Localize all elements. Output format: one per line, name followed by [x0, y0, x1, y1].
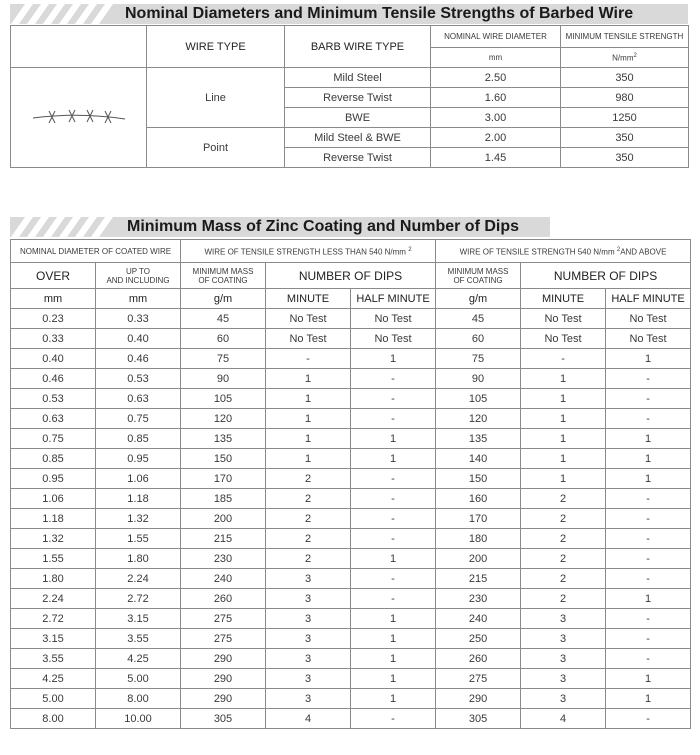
- min-mass-value: 60: [436, 329, 521, 349]
- half-minute-value: -: [351, 469, 436, 489]
- min-mass-value: 135: [181, 429, 266, 449]
- minute-value: 2: [521, 529, 606, 549]
- half-minute-value: -: [351, 369, 436, 389]
- minute-value: 2: [266, 529, 351, 549]
- minute-value: 3: [266, 629, 351, 649]
- less-than-540-header: WIRE OF TENSILE STRENGTH LESS THAN 540 N/mm $^2$: [181, 240, 436, 263]
- table-row: [11, 449, 691, 469]
- min-mass-value: 240: [181, 569, 266, 589]
- table-row: [11, 529, 691, 549]
- barb-type: BWE: [285, 108, 431, 128]
- table-row: [11, 689, 691, 709]
- minute-value: 2: [266, 469, 351, 489]
- over-value: 0.85: [11, 449, 96, 469]
- min-mass-value: 45: [436, 309, 521, 329]
- half-minute-value: -: [351, 489, 436, 509]
- over-value: 1.80: [11, 569, 96, 589]
- min-mass-header: MINIMUM MASS OF COATING: [181, 263, 266, 289]
- up-to-value: 1.55: [96, 529, 181, 549]
- min-mass-value: 200: [436, 549, 521, 569]
- min-mass-value: 215: [436, 569, 521, 589]
- up-to-value: 0.53: [96, 369, 181, 389]
- minute-value: 3: [521, 669, 606, 689]
- over-value: 4.25: [11, 669, 96, 689]
- half-minute-value: -: [606, 609, 691, 629]
- table-row: [11, 669, 691, 689]
- half-minute-value: -: [351, 569, 436, 589]
- tensile-unit: $N/mm^2$: [561, 48, 689, 68]
- unit-mm: mm: [96, 289, 181, 309]
- min-mass-value: 120: [181, 409, 266, 429]
- up-to-value: 2.24: [96, 569, 181, 589]
- half-minute-value: -: [606, 409, 691, 429]
- up-to-value: 0.63: [96, 389, 181, 409]
- over-value: 0.40: [11, 349, 96, 369]
- min-mass-value: 160: [436, 489, 521, 509]
- up-to-value: 4.25: [96, 649, 181, 669]
- strength-value: 1250: [561, 108, 689, 128]
- minute-value: 3: [521, 609, 606, 629]
- minute-value: 1: [266, 429, 351, 449]
- min-mass-value: 60: [181, 329, 266, 349]
- minute-value: 2: [266, 549, 351, 569]
- half-minute-value: -: [351, 529, 436, 549]
- up-to-header: UP TO AND INCLUDING: [96, 263, 181, 289]
- banner-stripes: [10, 217, 120, 237]
- up-to-value: 0.46: [96, 349, 181, 369]
- minute-value: 2: [521, 509, 606, 529]
- minute-value: 2: [266, 509, 351, 529]
- minute-value: 2: [521, 569, 606, 589]
- half-minute-value: 1: [606, 449, 691, 469]
- banner-stripes: [10, 4, 120, 24]
- half-minute-value: -: [606, 509, 691, 529]
- minute-value: 2: [521, 489, 606, 509]
- up-to-value: 5.00: [96, 669, 181, 689]
- half-minute-value: -: [351, 589, 436, 609]
- half-minute-value: -: [351, 409, 436, 429]
- minute-value: -: [521, 349, 606, 369]
- half-minute-value: 1: [351, 349, 436, 369]
- over-value: 2.72: [11, 609, 96, 629]
- minute-value: 2: [521, 549, 606, 569]
- minute-value: 3: [521, 689, 606, 709]
- diameter-value: 2.00: [431, 128, 561, 148]
- over-value: 0.53: [11, 389, 96, 409]
- min-mass-value: 290: [436, 689, 521, 709]
- over-value: 0.63: [11, 409, 96, 429]
- up-to-value: 2.72: [96, 589, 181, 609]
- minute-header: MINUTE: [521, 289, 606, 309]
- half-minute-value: -: [606, 529, 691, 549]
- up-to-value: 1.80: [96, 549, 181, 569]
- table-row: [11, 509, 691, 529]
- half-minute-value: 1: [351, 669, 436, 689]
- over-value: 8.00: [11, 709, 96, 729]
- over-value: 1.32: [11, 529, 96, 549]
- min-mass-value: 290: [181, 689, 266, 709]
- minute-value: 2: [266, 489, 351, 509]
- minute-header: MINUTE: [266, 289, 351, 309]
- minute-value: 2: [521, 589, 606, 609]
- minute-value: 1: [521, 409, 606, 429]
- barb-wire-type-header: BARB WIRE TYPE: [285, 26, 431, 68]
- min-mass-value: 120: [436, 409, 521, 429]
- half-minute-value: 1: [351, 649, 436, 669]
- minute-value: 1: [521, 369, 606, 389]
- minute-value: 3: [266, 609, 351, 629]
- min-mass-value: 250: [436, 629, 521, 649]
- half-minute-value: -: [351, 389, 436, 409]
- min-mass-value: 260: [436, 649, 521, 669]
- diameter-value: 3.00: [431, 108, 561, 128]
- table-row: [11, 309, 691, 329]
- over-value: 5.00: [11, 689, 96, 709]
- min-mass-value: 305: [436, 709, 521, 729]
- min-mass-value: 90: [181, 369, 266, 389]
- minute-value: 3: [521, 629, 606, 649]
- table-row: [11, 569, 691, 589]
- barbed-wire-illustration-cell: [11, 26, 147, 68]
- min-mass-value: 240: [436, 609, 521, 629]
- diameter-value: 2.50: [431, 68, 561, 88]
- minute-value: 3: [521, 649, 606, 669]
- table-row: [11, 549, 691, 569]
- min-mass-value: 140: [436, 449, 521, 469]
- over-value: 1.18: [11, 509, 96, 529]
- up-to-value: 0.75: [96, 409, 181, 429]
- over-value: 0.23: [11, 309, 96, 329]
- table-row: [11, 369, 691, 389]
- half-minute-value: -: [606, 489, 691, 509]
- minute-value: No Test: [266, 309, 351, 329]
- table-row: [11, 609, 691, 629]
- minute-value: 1: [266, 449, 351, 469]
- table-row: [11, 629, 691, 649]
- min-mass-value: 275: [436, 669, 521, 689]
- min-mass-value: 150: [436, 469, 521, 489]
- minute-value: 1: [266, 389, 351, 409]
- half-minute-value: No Test: [351, 329, 436, 349]
- half-minute-value: No Test: [606, 329, 691, 349]
- min-mass-value: 170: [181, 469, 266, 489]
- minute-value: 3: [266, 669, 351, 689]
- up-to-value: 0.33: [96, 309, 181, 329]
- min-mass-value: 305: [181, 709, 266, 729]
- half-minute-value: -: [606, 369, 691, 389]
- half-minute-value: -: [606, 709, 691, 729]
- minute-value: 1: [521, 429, 606, 449]
- over-value: 3.15: [11, 629, 96, 649]
- min-mass-value: 105: [436, 389, 521, 409]
- wire-type-header: WIRE TYPE: [147, 26, 285, 68]
- over-value: 2.24: [11, 589, 96, 609]
- min-mass-value: 75: [181, 349, 266, 369]
- half-minute-value: 1: [351, 609, 436, 629]
- up-to-value: 3.55: [96, 629, 181, 649]
- number-of-dips-header: NUMBER OF DIPS: [521, 263, 691, 289]
- half-minute-value: -: [606, 549, 691, 569]
- half-minute-value: 1: [351, 689, 436, 709]
- up-to-value: 1.32: [96, 509, 181, 529]
- min-mass-value: 170: [436, 509, 521, 529]
- min-mass-value: 45: [181, 309, 266, 329]
- min-mass-value: 290: [181, 669, 266, 689]
- min-mass-value: 275: [181, 629, 266, 649]
- barb-type: Reverse Twist: [285, 148, 431, 168]
- 540-and-above-header: WIRE OF TENSILE STRENGTH 540 N/mm $^2$AND ABOVE: [436, 240, 691, 263]
- unit-gm: g/m: [181, 289, 266, 309]
- up-to-value: 0.85: [96, 429, 181, 449]
- min-mass-value: 230: [181, 549, 266, 569]
- over-value: 0.46: [11, 369, 96, 389]
- table-row: [11, 389, 691, 409]
- minute-value: No Test: [521, 309, 606, 329]
- half-minute-value: -: [606, 569, 691, 589]
- up-to-value: 0.95: [96, 449, 181, 469]
- minute-value: 1: [266, 409, 351, 429]
- strength-value: 350: [561, 128, 689, 148]
- min-mass-value: 230: [436, 589, 521, 609]
- half-minute-value: 1: [606, 469, 691, 489]
- half-minute-value: -: [351, 509, 436, 529]
- wire-type-line: Line: [147, 68, 285, 128]
- half-minute-header: HALF MINUTE: [351, 289, 436, 309]
- half-minute-value: 1: [351, 429, 436, 449]
- half-minute-value: No Test: [351, 309, 436, 329]
- min-mass-value: 200: [181, 509, 266, 529]
- wire-type-point: Point: [147, 128, 285, 168]
- half-minute-value: No Test: [606, 309, 691, 329]
- number-of-dips-header: NUMBER OF DIPS: [266, 263, 436, 289]
- table-row: [11, 469, 691, 489]
- barbed-wire-icon: [29, 106, 129, 126]
- over-value: 0.75: [11, 429, 96, 449]
- half-minute-value: -: [606, 629, 691, 649]
- strength-value: 350: [561, 68, 689, 88]
- nominal-diameter-header: NOMINAL WIRE DIAMETER: [431, 26, 561, 48]
- table-row: [11, 349, 691, 369]
- half-minute-value: 1: [351, 629, 436, 649]
- min-tensile-header: MINIMUM TENSILE STRENGTH: [561, 26, 689, 48]
- half-minute-header: HALF MINUTE: [606, 289, 691, 309]
- zinc-coating-table: [10, 239, 691, 729]
- barb-type: Mild Steel: [285, 68, 431, 88]
- min-mass-value: 75: [436, 349, 521, 369]
- diameter-value: 1.45: [431, 148, 561, 168]
- min-mass-value: 135: [436, 429, 521, 449]
- minute-value: No Test: [521, 329, 606, 349]
- diameter-value: 1.60: [431, 88, 561, 108]
- minute-value: 3: [266, 649, 351, 669]
- min-mass-header: MINIMUM MASS OF COATING: [436, 263, 521, 289]
- section2-title: Minimum Mass of Zinc Coating and Number of Dips: [127, 218, 520, 235]
- minute-value: No Test: [266, 329, 351, 349]
- minute-value: 1: [521, 389, 606, 409]
- up-to-value: 1.06: [96, 469, 181, 489]
- unit-gm: g/m: [436, 289, 521, 309]
- half-minute-value: -: [606, 389, 691, 409]
- table-row: [11, 589, 691, 609]
- over-value: 0.33: [11, 329, 96, 349]
- half-minute-value: 1: [606, 349, 691, 369]
- over-header: OVER: [11, 263, 96, 289]
- barb-type: Mild Steel & BWE: [285, 128, 431, 148]
- nominal-diameter-coated-header: NOMINAL DIAMETER OF COATED WIRE: [11, 240, 181, 263]
- section1-title: Nominal Diameters and Minimum Tensile Strengths of Barbed Wire: [125, 5, 634, 22]
- min-mass-value: 215: [181, 529, 266, 549]
- table-row: [11, 429, 691, 449]
- over-value: 1.55: [11, 549, 96, 569]
- min-mass-value: 105: [181, 389, 266, 409]
- minute-value: -: [266, 349, 351, 369]
- zinc-table-body: [11, 309, 691, 729]
- min-mass-value: 90: [436, 369, 521, 389]
- min-mass-value: 185: [181, 489, 266, 509]
- table-row: [11, 409, 691, 429]
- half-minute-value: 1: [606, 429, 691, 449]
- up-to-value: 0.40: [96, 329, 181, 349]
- minute-value: 3: [266, 569, 351, 589]
- section1-banner: [10, 4, 688, 24]
- minute-value: 4: [521, 709, 606, 729]
- min-mass-value: 260: [181, 589, 266, 609]
- unit-mm: mm: [11, 289, 96, 309]
- minute-value: 1: [266, 369, 351, 389]
- min-mass-value: 290: [181, 649, 266, 669]
- over-value: 3.55: [11, 649, 96, 669]
- up-to-value: 3.15: [96, 609, 181, 629]
- table-row: [11, 649, 691, 669]
- half-minute-value: 1: [351, 549, 436, 569]
- min-mass-value: 150: [181, 449, 266, 469]
- strength-value: 980: [561, 88, 689, 108]
- minute-value: 4: [266, 709, 351, 729]
- half-minute-value: 1: [606, 669, 691, 689]
- minute-value: 3: [266, 589, 351, 609]
- barbed-wire-illustration: [11, 68, 147, 168]
- half-minute-value: -: [606, 649, 691, 669]
- min-mass-value: 275: [181, 609, 266, 629]
- barb-type: Reverse Twist: [285, 88, 431, 108]
- table-row: [11, 329, 691, 349]
- half-minute-value: 1: [606, 689, 691, 709]
- minute-value: 1: [521, 469, 606, 489]
- barbed-wire-table: [10, 25, 689, 168]
- table-row: [11, 489, 691, 509]
- section2-banner: [10, 217, 550, 237]
- table-row: [11, 709, 691, 729]
- minute-value: 3: [266, 689, 351, 709]
- up-to-value: 10.00: [96, 709, 181, 729]
- up-to-value: 1.18: [96, 489, 181, 509]
- minute-value: 1: [521, 449, 606, 469]
- half-minute-value: 1: [351, 449, 436, 469]
- min-mass-value: 180: [436, 529, 521, 549]
- over-value: 1.06: [11, 489, 96, 509]
- up-to-value: 8.00: [96, 689, 181, 709]
- half-minute-value: 1: [606, 589, 691, 609]
- strength-value: 350: [561, 148, 689, 168]
- half-minute-value: -: [351, 709, 436, 729]
- diameter-unit: mm: [431, 48, 561, 68]
- over-value: 0.95: [11, 469, 96, 489]
